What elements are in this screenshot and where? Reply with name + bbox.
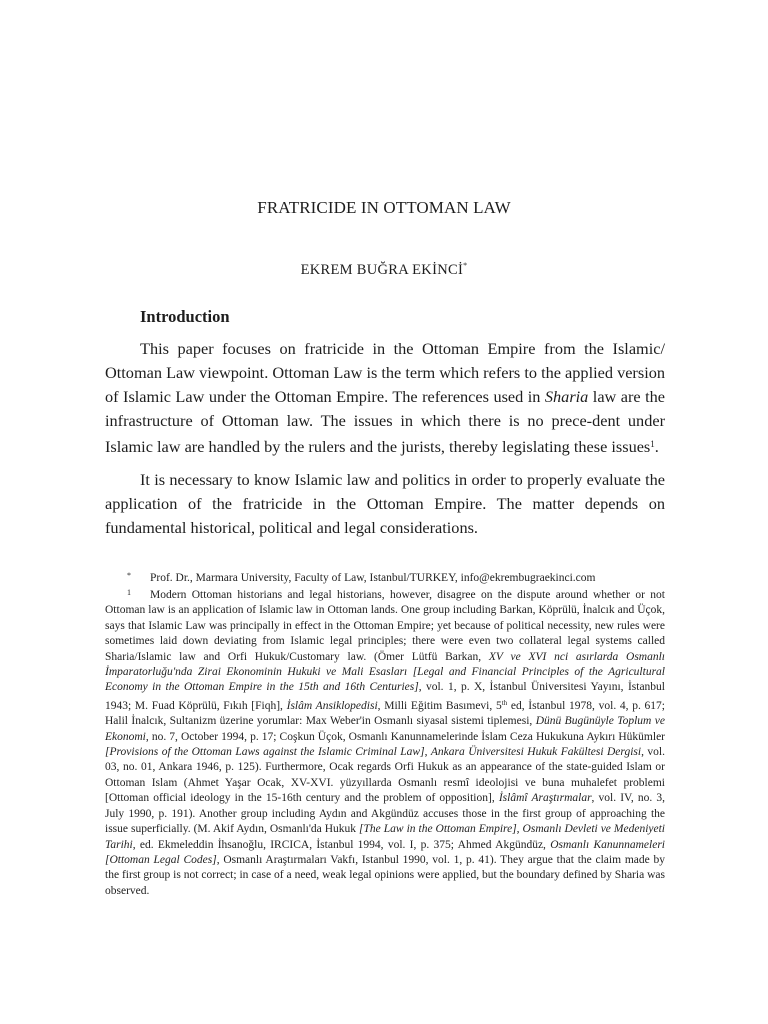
paragraph-2 [105, 468, 665, 540]
paragraph-1-text-a: This paper focuses on fratricide in the Ottoman Empire from the Islamic/ Ottoman Law viewpoint. Ottoman Law is the term which refers to the applied version of Islamic Law under the Ottoman Empire. The references used in [105, 339, 665, 406]
paragraph-1-text-b: law are the infrastructure of Ottoman law. The issues in which there is no prece-dent under Islamic law are handled by the rulers and the jurists, thereby legislating these issues [105, 386, 666, 456]
footnote-1-seg: Modern Ottoman historians and legal historians, however, disagree on the dispute around whether or not Ottoman law is an application of Islamic law in Ottoman lands. One group including Barkan, Köprülü, İnalcık and Üçok, says that Islamic Law was principally in effect in the Ottoman Empire; yet because of political necessity, new rules were sometimes laid down deviating from Islamic legal principles; there were even two collateral legal systems called Sharia/Islamic law and Orfi Hukuk/Customary law. (Ömer Lütfü Barkan, [105, 589, 665, 663]
section-heading: Introduction [140, 307, 230, 326]
footnote-1-italic: Osmanlı Kanunnameleri [Ottoman Legal Codes] [105, 838, 666, 866]
author-name [0, 261, 768, 279]
paragraph-1 [105, 337, 665, 459]
paragraph-1-italic: Sharia [544, 386, 589, 406]
footnote-1-italic: İslâm Ansiklopedisi [286, 699, 378, 712]
author-name-text: EKREM BUĞRA EKİNCİ [300, 262, 464, 278]
footnote-1-italic: Dünü Bugünüyle Toplum ve Ekonomi [105, 715, 665, 743]
article-title: FRATRICIDE IN OTTOMAN LAW [257, 198, 511, 217]
footnote-1-italic: [Provisions of the Ottoman Laws against the Islamic Criminal Law] [105, 746, 425, 759]
footnote-1-seg: , no. 7, October 1994, p. 17; Coşkun Üçok, Osmanlı Kanunnamelerinde İslam Ceza Hukukuna Aykırı Hükümler [145, 730, 665, 743]
footnote-author-text: Prof. Dr., Marmara University, Faculty of Law, Istanbul/TURKEY, info@ekrembugraekinci.com [150, 572, 596, 584]
footnote-1-seg: , Milli Eğitim Basımevi, 5 [377, 699, 502, 712]
footnote-author [105, 568, 665, 586]
paragraph-1-end: . [654, 436, 659, 456]
paragraph-2-text: It is necessary to know Islamic law and politics in order to properly evaluate the application of the fratricide in the Ottoman Empire. The matter depends on fundamental historical, political and legal considerations. [105, 470, 665, 537]
footnote-author-mark: * [127, 571, 131, 580]
footnote-1-seg: , vol. 03, no. 01, Ankara 1946, p. 125). Furthermore, Ocak regards Orfi Hukuk as an appearance of the state-guided Islam or Ottoman Islam (Ahmet Yaşar Ocak, XV-XVI. yüzyıllarda Osmanlı resmî ideolojisi ve buna muhalefet problemi [Ottoman official ideology in the 15-16th century and the problem of opposition], [105, 746, 665, 805]
footnote-ref-1: 1 [650, 438, 655, 449]
footnote-1-italic: [The Law in the Ottoman Empire], Osmanlı Devleti ve Medeniyeti Tarihi [105, 823, 665, 851]
footnote-1-seg: ed, İstanbul 1978, vol. 4, p. 617; Halil İnalcık, Sultanizm üzerine yorumlar: Max Weber'in Osmanlı siyasal sistemi tiplemesi, [105, 699, 665, 728]
footnote-1-seg: , ed. Ekmeleddin İhsanoğlu, IRCICA, İstanbul 1994, vol. I, p. 375; Ahmed Akgündüz, [132, 838, 551, 851]
author-footnote-mark: * [463, 261, 468, 270]
footnote-1-italic: İslâmî Araştırmalar [498, 792, 592, 805]
footnote-1-seg: , Osmanlı Araştırmaları Vakfı, Istanbul 1990, vol. 1, p. 41). They argue that the claim made by the first group is not correct; in case of a need, weak legal opinions were applied, but the boundary defined by Sharia was observed. [105, 853, 665, 897]
footnote-1-italic: XV ve XVI nci asırlarda Osmanlı İmparatorluğu'nda Zirai Ekonominin Hukuki ve Mali Esasları [Legal and Financial Principles of the Agricultural Economy in the Ottoman Empire in the 15th and 16th Centuries] [105, 650, 666, 694]
footnote-1-seg: , vol. 1, p. X, İstanbul Üniversitesi Yayını, İstanbul 1943; M. Fuad Köprülü, Fıkıh [Fiqh], [105, 681, 665, 712]
footnote-1-italic: Ankara Üniversitesi Hukuk Fakültesi Dergisi [430, 746, 642, 759]
footnote-1-mark: 1 [127, 588, 131, 597]
footnote-1 [105, 585, 665, 899]
footnote-1-sup: th [501, 698, 508, 707]
footnote-1-seg: , vol. IV, no. 3, July 1990, p. 191). Another group including Aydın and Akgündüz accuses those in the first group of approaching the issue superficially. (M. Akif Aydın, Osmanlı'da Hukuk [105, 792, 665, 836]
footnote-1-seg: , [424, 746, 431, 759]
